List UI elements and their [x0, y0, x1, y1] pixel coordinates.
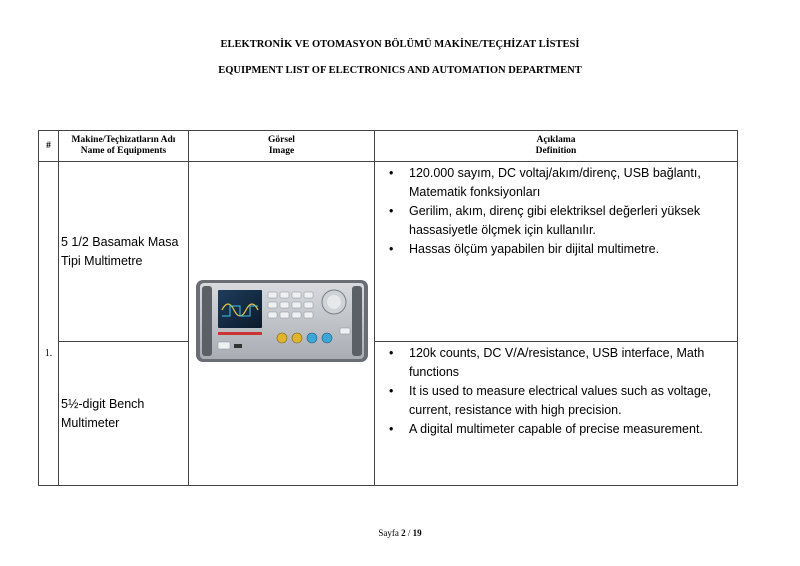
page-footer [0, 528, 800, 538]
description-en-list [375, 344, 737, 439]
header-num: # [39, 131, 59, 162]
list-item: • 120.000 sayım, DC voltaj/akım/direnç, USB bağlantı, Matematik fonksiyonları [409, 164, 737, 202]
title-tr: ELEKTRONİK VE OTOMASYON BÖLÜMÜ MAKİNE/TEÇHİZAT LİSTESİ [220, 39, 580, 50]
table-row [39, 162, 738, 342]
header-desc [375, 131, 738, 162]
list-item: • 120k counts, DC V/A/resistance, USB interface, Math functions [409, 344, 737, 382]
description-en-cell [375, 342, 738, 486]
footer-page: 2 [401, 528, 406, 538]
title-en: EQUIPMENT LIST OF ELECTRONICS AND AUTOMATION DEPARTMENT [218, 65, 582, 76]
header-desc-tr: Açıklama [536, 135, 576, 145]
footer-separator: / [407, 528, 411, 538]
header-desc-en: Definition [535, 146, 577, 156]
header-image-tr: Görsel [268, 135, 295, 145]
row-number [39, 162, 59, 486]
description-tr-list [375, 164, 737, 259]
list-item: • Gerilim, akım, direnç gibi elektriksel değerleri yüksek hassasiyetle ölçmek için kullanılır. [409, 202, 737, 240]
header-image [189, 131, 375, 162]
list-item: • A digital multimeter capable of precise measurement. [409, 420, 737, 439]
description-tr-cell [375, 162, 738, 342]
row-number-text: 1. [44, 348, 53, 359]
equipment-name-tr: 5 1/2 Basamak Masa Tipi Multimetre [59, 162, 189, 342]
header-image-en: Image [268, 146, 295, 156]
equipment-image [194, 276, 370, 366]
header-name-tr: Makine/Teçhizatların Adı [71, 135, 176, 145]
footer-prefix: Sayfa [378, 528, 399, 538]
equipment-image-cell [189, 162, 375, 486]
table-row [39, 342, 738, 486]
header-name [59, 131, 189, 162]
equipment-name-en: 5½-digit Bench Multimeter [59, 342, 189, 486]
header-name-en: Name of Equipments [80, 146, 167, 156]
list-item: • It is used to measure electrical values such as voltage, current, resistance with high precision. [409, 382, 737, 420]
table-header-row [39, 131, 738, 162]
list-item: • Hassas ölçüm yapabilen bir dijital multimetre. [409, 240, 737, 259]
footer-total: 19 [412, 528, 422, 538]
equipment-table [38, 130, 738, 486]
